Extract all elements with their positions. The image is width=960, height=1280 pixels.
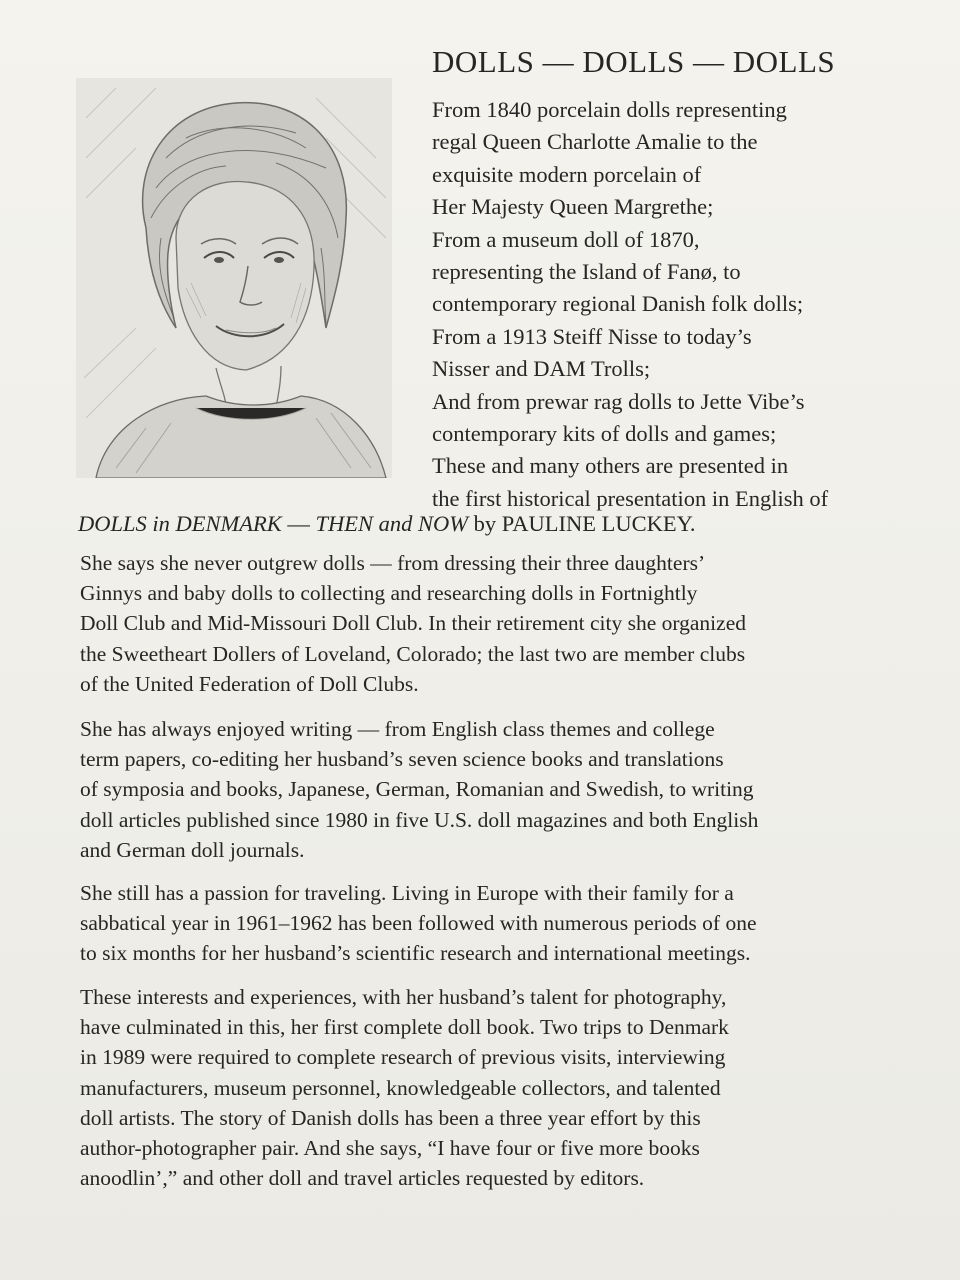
paragraph-line: doll artists. The story of Danish dolls has been a three year effort by this xyxy=(80,1105,701,1130)
intro-line: representing the Island of Fanø, to xyxy=(432,259,741,285)
book-byline xyxy=(78,508,938,540)
page-title: DOLLS — DOLLS — DOLLS xyxy=(432,44,836,79)
intro-line: contemporary kits of dolls and games; xyxy=(432,421,777,447)
byline-dash: — xyxy=(281,511,316,536)
intro-line: Her Majesty Queen Margrethe; xyxy=(432,194,714,220)
paragraph-line: term papers, co-editing her husband’s seven science books and translations xyxy=(80,747,724,772)
intro-line: exquisite modern porcelain of xyxy=(432,161,702,187)
paragraph-line: Ginnys and baby dolls to collecting and researching dolls in Fortnightly xyxy=(80,581,698,606)
intro-line: From a museum doll of 1870, xyxy=(432,226,700,252)
intro-text xyxy=(432,94,902,515)
paragraph-line: of symposia and books, Japanese, German, Romanian and Swedish, to writing xyxy=(80,777,754,802)
paragraph-line: author-photographer pair. And she says, “I have four or five more books xyxy=(80,1136,700,1161)
intro-line: regal Queen Charlotte Amalie to the xyxy=(432,129,758,155)
paragraph-line: Doll Club and Mid-Missouri Doll Club. In their retirement city she organized xyxy=(80,611,746,636)
paragraph-line: to six months for her husband’s scientific research and international meetings. xyxy=(80,941,751,966)
paragraph-writing xyxy=(80,714,880,865)
paragraph-line: These interests and experiences, with her husband’s talent for photography, xyxy=(80,985,727,1009)
paragraph-line: in 1989 were required to complete research of previous visits, interviewing xyxy=(80,1045,726,1070)
portrait-drawing-icon xyxy=(76,78,392,478)
intro-line: Nisser and DAM Trolls; xyxy=(432,356,651,382)
paragraph-outgrew-dolls xyxy=(80,548,880,699)
intro-line: And from prewar rag dolls to Jette Vibe’s xyxy=(432,388,805,414)
paragraph-culminated xyxy=(80,982,880,1193)
paragraph-line: doll articles published since 1980 in five U.S. doll magazines and both English xyxy=(80,807,759,832)
author-portrait-sketch xyxy=(76,78,392,478)
paragraph-line: anoodlin’,” and other doll and travel articles requested by editors. xyxy=(80,1166,645,1191)
paragraph-line: She has always enjoyed writing — from English class themes and college xyxy=(80,717,715,741)
intro-line: From a 1913 Steiff Nisse to today’s xyxy=(432,323,752,349)
intro-line: contemporary regional Danish folk dolls; xyxy=(432,291,804,317)
paragraph-line: manufacturers, museum personnel, knowledgeable collectors, and talented xyxy=(80,1075,721,1100)
intro-line: These and many others are presented in xyxy=(432,453,789,479)
paragraph-line: and German doll journals. xyxy=(80,837,305,862)
book-title-part-a: DOLLS in DENMARK xyxy=(78,511,282,536)
paragraph-line: sabbatical year in 1961–1962 has been followed with numerous periods of one xyxy=(80,911,757,936)
paragraph-line: of the United Federation of Doll Clubs. xyxy=(80,671,419,696)
paragraph-line: have culminated in this, her first complete doll book. Two trips to Denmark xyxy=(80,1015,729,1040)
intro-line: the first historical presentation in English of xyxy=(432,485,829,511)
book-title-part-b: THEN and NOW xyxy=(315,511,469,536)
paragraph-line: She still has a passion for traveling. Living in Europe with their family for a xyxy=(80,881,734,905)
paragraph-line: the Sweetheart Dollers of Loveland, Colorado; the last two are member clubs xyxy=(80,641,746,666)
paragraph-traveling xyxy=(80,878,880,969)
intro-line: From 1840 porcelain dolls representing xyxy=(432,97,787,122)
byline-author: by PAULINE LUCKEY. xyxy=(468,511,696,536)
paragraph-line: She says she never outgrew dolls — from dressing their three daughters’ xyxy=(80,551,706,575)
